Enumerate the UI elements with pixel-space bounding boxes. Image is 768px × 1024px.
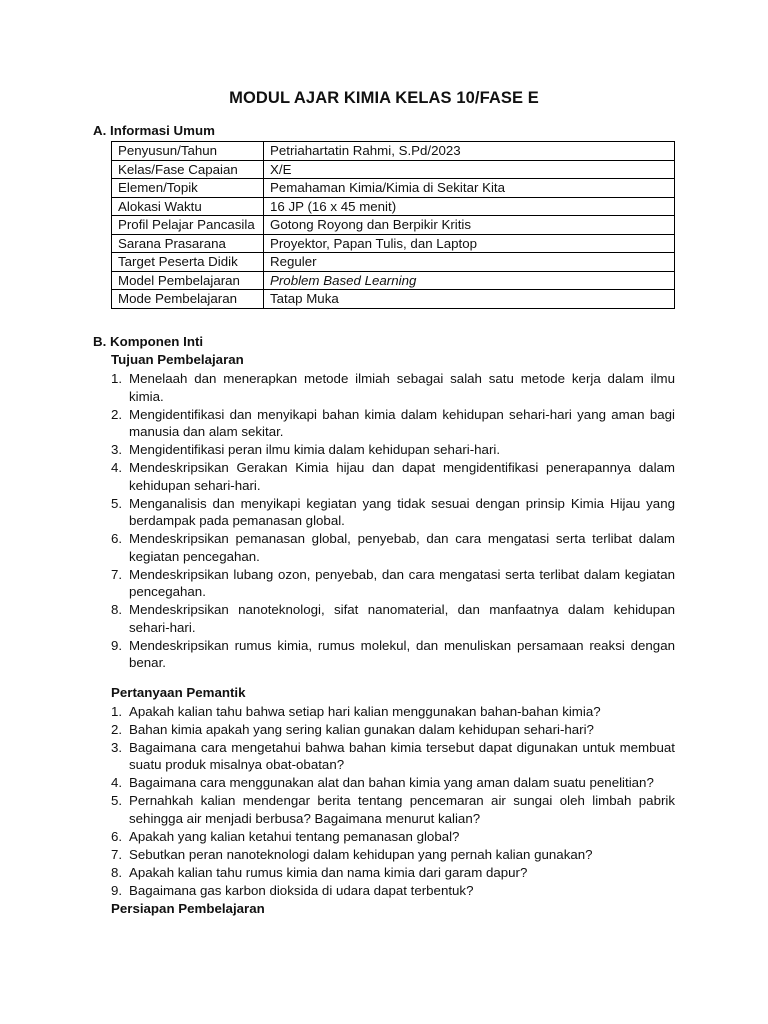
info-table bbox=[111, 141, 675, 309]
item-number: 7. bbox=[111, 846, 123, 862]
row-label: Model Pembelajaran bbox=[112, 271, 264, 290]
list-item bbox=[111, 530, 675, 565]
item-text: Pernahkah kalian mendengar berita tentang pencemaran air sungai oleh limbah pabrik sehingga air menjadi berbusa? Bagaimana menurut kalian? bbox=[129, 793, 675, 826]
item-number: 6. bbox=[111, 828, 123, 844]
row-value: Proyektor, Papan Tulis, dan Laptop bbox=[264, 234, 675, 253]
item-text: Apakah kalian tahu bahwa setiap hari kalian menggunakan bahan-bahan kimia? bbox=[129, 703, 601, 719]
list-item bbox=[111, 792, 675, 827]
table-row bbox=[112, 216, 675, 235]
list-item bbox=[111, 441, 675, 459]
item-text: Bagaimana gas karbon dioksida di udara dapat terbentuk? bbox=[129, 882, 474, 898]
list-item bbox=[111, 721, 675, 739]
item-number: 4. bbox=[111, 775, 123, 790]
item-text: Mendeskripsikan lubang ozon, penyebab, dan cara mengatasi serta terlibat dalam kegiatan pencegahan. bbox=[129, 566, 675, 599]
item-text: Menelaah dan menerapkan metode ilmiah sebagai salah satu metode kerja dalam ilmu kimia. bbox=[129, 371, 675, 404]
section-a-title: Informasi Umum bbox=[110, 123, 215, 138]
list-item bbox=[111, 703, 675, 721]
row-value: Problem Based Learning bbox=[264, 271, 675, 290]
row-label: Sarana Prasarana bbox=[112, 234, 264, 253]
table-row bbox=[112, 160, 675, 179]
row-label: Profil Pelajar Pancasila bbox=[112, 216, 264, 235]
pertanyaan-list bbox=[111, 703, 675, 900]
item-number: 8. bbox=[111, 864, 123, 880]
table-row bbox=[112, 142, 675, 161]
item-number: 5. bbox=[111, 495, 123, 511]
item-text: Mendeskripsikan pemanasan global, penyebab, dan cara mengatasi serta terlibat dalam kegiatan pencegahan. bbox=[129, 531, 675, 564]
item-text: Bahan kimia apakah yang sering kalian gunakan dalam kehidupan sehari-hari? bbox=[129, 721, 594, 737]
row-label: Target Peserta Didik bbox=[112, 253, 264, 272]
list-item bbox=[111, 864, 675, 882]
document-title: MODUL AJAR KIMIA KELAS 10/FASE E bbox=[229, 89, 539, 107]
list-item bbox=[111, 566, 675, 601]
item-text: Sebutkan peran nanoteknologi dalam kehidupan yang pernah kalian gunakan? bbox=[129, 846, 593, 862]
item-number: 8. bbox=[111, 602, 123, 617]
item-text: Mendeskripsikan Gerakan Kimia hijau dan dapat mengidentifikasi penerapannya dalam kehidupan sehari-hari. bbox=[129, 460, 675, 493]
item-text: Menganalisis dan menyikapi kegiatan yang tidak sesuai dengan prinsip Kimia Hijau yang berdampak pada pemanasan global. bbox=[129, 495, 675, 528]
row-value: Petriahartatin Rahmi, S.Pd/2023 bbox=[264, 142, 675, 161]
item-number: 1. bbox=[111, 703, 123, 719]
list-item bbox=[111, 882, 675, 900]
list-item bbox=[111, 459, 675, 494]
item-number: 4. bbox=[111, 460, 123, 475]
section-b-title: Komponen Inti bbox=[110, 334, 204, 349]
section-b-letter: B. bbox=[93, 334, 107, 349]
table-row bbox=[112, 234, 675, 253]
row-value: Gotong Royong dan Berpikir Kritis bbox=[264, 216, 675, 235]
item-number: 2. bbox=[111, 406, 123, 422]
item-text: Apakah yang kalian ketahui tentang pemanasan global? bbox=[129, 828, 460, 844]
table-row bbox=[112, 290, 675, 309]
section-b-heading bbox=[93, 333, 203, 351]
row-label: Alokasi Waktu bbox=[112, 197, 264, 216]
item-text: Mendeskripsikan rumus kimia, rumus molekul, dan menuliskan persamaan reaksi dengan benar. bbox=[129, 637, 675, 670]
persiapan-heading: Persiapan Pembelajaran bbox=[111, 900, 265, 916]
item-text: Mengidentifikasi dan menyikapi bahan kimia dalam kehidupan sehari-hari yang aman bagi manusia dan alam sekitar. bbox=[129, 406, 675, 439]
pertanyaan-heading: Pertanyaan Pemantik bbox=[111, 684, 246, 700]
row-value: Pemahaman Kimia/Kimia di Sekitar Kita bbox=[264, 179, 675, 198]
item-text: Mengidentifikasi peran ilmu kimia dalam kehidupan sehari-hari. bbox=[129, 442, 501, 457]
list-item bbox=[111, 637, 675, 672]
item-number: 5. bbox=[111, 793, 123, 808]
list-item bbox=[111, 370, 675, 405]
section-a-heading bbox=[93, 122, 215, 140]
row-value: 16 JP (16 x 45 menit) bbox=[264, 197, 675, 216]
row-label: Elemen/Topik bbox=[112, 179, 264, 198]
row-value: Reguler bbox=[264, 253, 675, 272]
table-row bbox=[112, 179, 675, 198]
table-row bbox=[112, 253, 675, 272]
list-item bbox=[111, 846, 675, 864]
list-item bbox=[111, 739, 675, 774]
list-item bbox=[111, 828, 675, 846]
item-number: 6. bbox=[111, 531, 123, 546]
row-label: Kelas/Fase Capaian bbox=[112, 160, 264, 179]
item-number: 9. bbox=[111, 637, 123, 653]
item-number: 1. bbox=[111, 371, 123, 386]
item-text: Mendeskripsikan nanoteknologi, sifat nanomaterial, dan manfaatnya dalam kehidupan sehari-hari. bbox=[129, 602, 675, 635]
row-value: X/E bbox=[264, 160, 675, 179]
list-item bbox=[111, 774, 675, 792]
row-value: Tatap Muka bbox=[264, 290, 675, 309]
table-row bbox=[112, 197, 675, 216]
row-label: Mode Pembelajaran bbox=[112, 290, 264, 309]
item-number: 9. bbox=[111, 882, 123, 898]
list-item bbox=[111, 495, 675, 530]
item-text: Apakah kalian tahu rumus kimia dan nama kimia dari garam dapur? bbox=[129, 864, 528, 880]
item-number: 3. bbox=[111, 442, 123, 457]
item-text: Bagaimana cara menggunakan alat dan bahan kimia yang aman dalam suatu penelitian? bbox=[129, 775, 654, 790]
tujuan-heading: Tujuan Pembelajaran bbox=[111, 352, 244, 367]
list-item bbox=[111, 406, 675, 441]
list-item bbox=[111, 601, 675, 636]
item-number: 7. bbox=[111, 566, 123, 582]
item-number: 2. bbox=[111, 721, 123, 737]
row-label: Penyusun/Tahun bbox=[112, 142, 264, 161]
item-number: 3. bbox=[111, 739, 123, 755]
table-row bbox=[112, 271, 675, 290]
item-text: Bagaimana cara mengetahui bahwa bahan kimia tersebut dapat digunakan untuk membuat suatu produk misalnya obat-obatan? bbox=[129, 739, 675, 772]
tujuan-list bbox=[111, 370, 675, 672]
section-b-content bbox=[111, 351, 675, 919]
section-a-letter: A. bbox=[93, 123, 107, 138]
